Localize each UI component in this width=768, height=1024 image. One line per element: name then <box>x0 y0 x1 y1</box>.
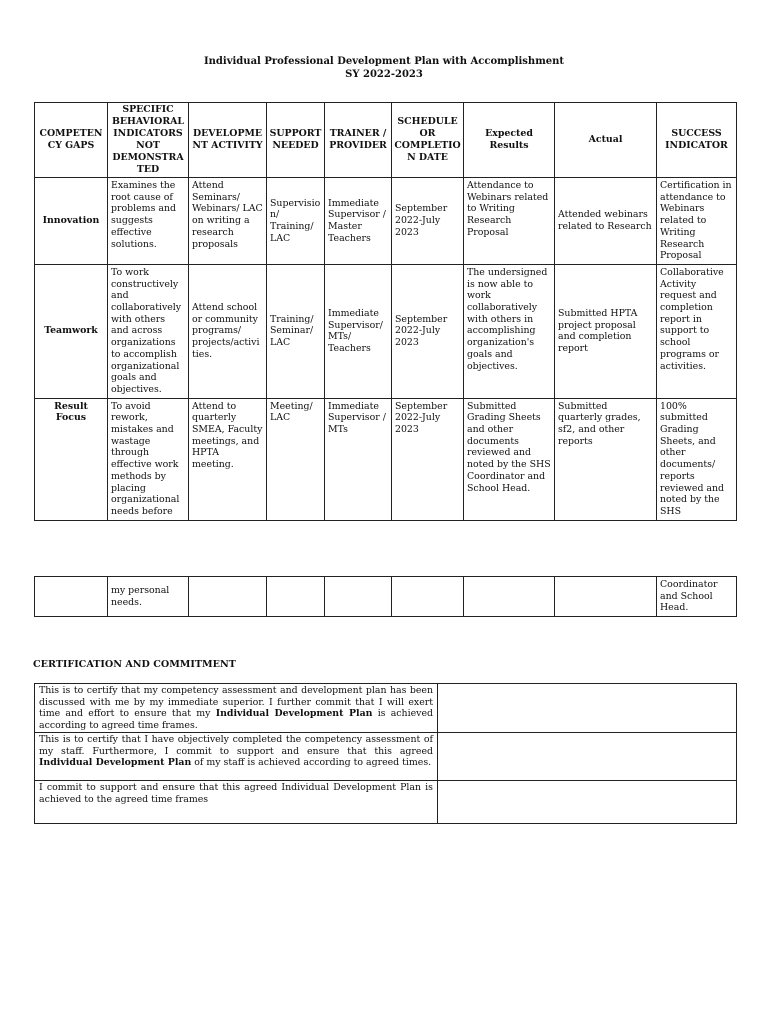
signature-cell <box>438 781 737 824</box>
table-header-row <box>35 103 737 178</box>
schedule-cell: September 2022-July 2023 <box>392 178 464 265</box>
schedule-cell <box>392 577 464 617</box>
trainer-cell: Immediate Supervisor / Master Teachers <box>325 178 392 265</box>
support-cell: Supervision/ Training/ LAC <box>267 178 325 265</box>
title-line-2: SY 2022-2023 <box>345 69 423 80</box>
development-plan-table-continued <box>34 576 737 617</box>
certification-statement: This is to certify that my competency assessment and development plan has been discussed with me by my immediate superior. I further commit that I will exert time and effort to ensure that my Individual Development Plan is achieved according to agreed time frames. <box>35 684 438 733</box>
document-title <box>0 55 768 81</box>
actual-cell: Attended webinars related to Research <box>555 178 657 265</box>
certification-heading: CERTIFICATION AND COMMITMENT <box>33 659 236 670</box>
success-cell: Collaborative Activity request and completion report in support to school programs or activities. <box>657 264 737 398</box>
actual-cell: Submitted quarterly grades, sf2, and other reports <box>555 398 657 520</box>
schedule-cell: September 2022-July 2023 <box>392 398 464 520</box>
development-plan-table <box>34 102 737 521</box>
competency-cell: Teamwork <box>35 264 108 398</box>
activity-cell: Attend Seminars/ Webinars/ LAC on writing a research proposals <box>189 178 267 265</box>
support-cell: Meeting/ LAC <box>267 398 325 520</box>
header-cell: Expected Results <box>464 103 555 178</box>
table-row <box>35 398 737 520</box>
table-row <box>35 577 737 617</box>
title-line-1: Individual Professional Development Plan with Accomplishment <box>203 56 565 67</box>
competency-cell: Innovation <box>35 178 108 265</box>
expected-cell: Attendance to Webinars related to Writing Research Proposal <box>464 178 555 265</box>
success-cell: Coordinator and School Head. <box>657 577 737 617</box>
trainer-cell <box>325 577 392 617</box>
schedule-cell: September 2022-July 2023 <box>392 264 464 398</box>
competency-cell: Result Focus <box>35 398 108 520</box>
competency-cell <box>35 577 108 617</box>
header-cell: Actual <box>555 103 657 178</box>
actual-cell: Submitted HPTA project proposal and completion report <box>555 264 657 398</box>
activity-cell: Attend to quarterly SMEA, Faculty meetings, and HPTA meeting. <box>189 398 267 520</box>
trainer-cell: Immediate Supervisor/ MTs/ Teachers <box>325 264 392 398</box>
trainer-cell: Immediate Supervisor / MTs <box>325 398 392 520</box>
signature-cell <box>438 684 737 733</box>
indicators-cell: To work constructively and collaboratively with others and across organizations to accomplish organizational goals and objectives. <box>108 264 189 398</box>
activity-cell: Attend school or community programs/ projects/activities. <box>189 264 267 398</box>
certification-statement: I commit to support and ensure that this agreed Individual Development Plan is achieved to the agreed time frames <box>35 781 438 824</box>
certification-table <box>34 683 737 824</box>
support-cell: Training/ Seminar/ LAC <box>267 264 325 398</box>
expected-cell: The undersigned is now able to work collaboratively with others in accomplishing organization's goals and objectives. <box>464 264 555 398</box>
signature-cell <box>438 733 737 781</box>
header-cell: SCHEDULE OR COMPLETION DATE <box>392 103 464 178</box>
success-cell: 100% submitted Grading Sheets, and other documents/ reports reviewed and noted by the SHS <box>657 398 737 520</box>
certification-row <box>35 733 737 781</box>
expected-cell: Submitted Grading Sheets and other documents reviewed and noted by the SHS Coordinator and School Head. <box>464 398 555 520</box>
header-cell: DEVELOPMENT ACTIVITY <box>189 103 267 178</box>
table-row <box>35 178 737 265</box>
indicators-cell: Examines the root cause of problems and suggests effective solutions. <box>108 178 189 265</box>
expected-cell <box>464 577 555 617</box>
activity-cell <box>189 577 267 617</box>
certification-statement: This is to certify that I have objectively completed the competency assessment of my staff. Furthermore, I commit to support and ensure that this agreed Individual Development Plan of my staff is achieved according to agreed times. <box>35 733 438 781</box>
indicators-cell: To avoid rework, mistakes and wastage through effective work methods by placing organizational needs before <box>108 398 189 520</box>
actual-cell <box>555 577 657 617</box>
certification-row <box>35 684 737 733</box>
certification-row <box>35 781 737 824</box>
header-cell: TRAINER / PROVIDER <box>325 103 392 178</box>
table-row <box>35 264 737 398</box>
header-cell: SUCCESS INDICATOR <box>657 103 737 178</box>
header-cell: COMPETENCY GAPS <box>35 103 108 178</box>
support-cell <box>267 577 325 617</box>
indicators-cell: my personal needs. <box>108 577 189 617</box>
header-cell: SUPPORT NEEDED <box>267 103 325 178</box>
success-cell: Certification in attendance to Webinars related to Writing Research Proposal <box>657 178 737 265</box>
header-cell: SPECIFIC BEHAVIORAL INDICATORS NOT DEMONSTRATED <box>108 103 189 178</box>
